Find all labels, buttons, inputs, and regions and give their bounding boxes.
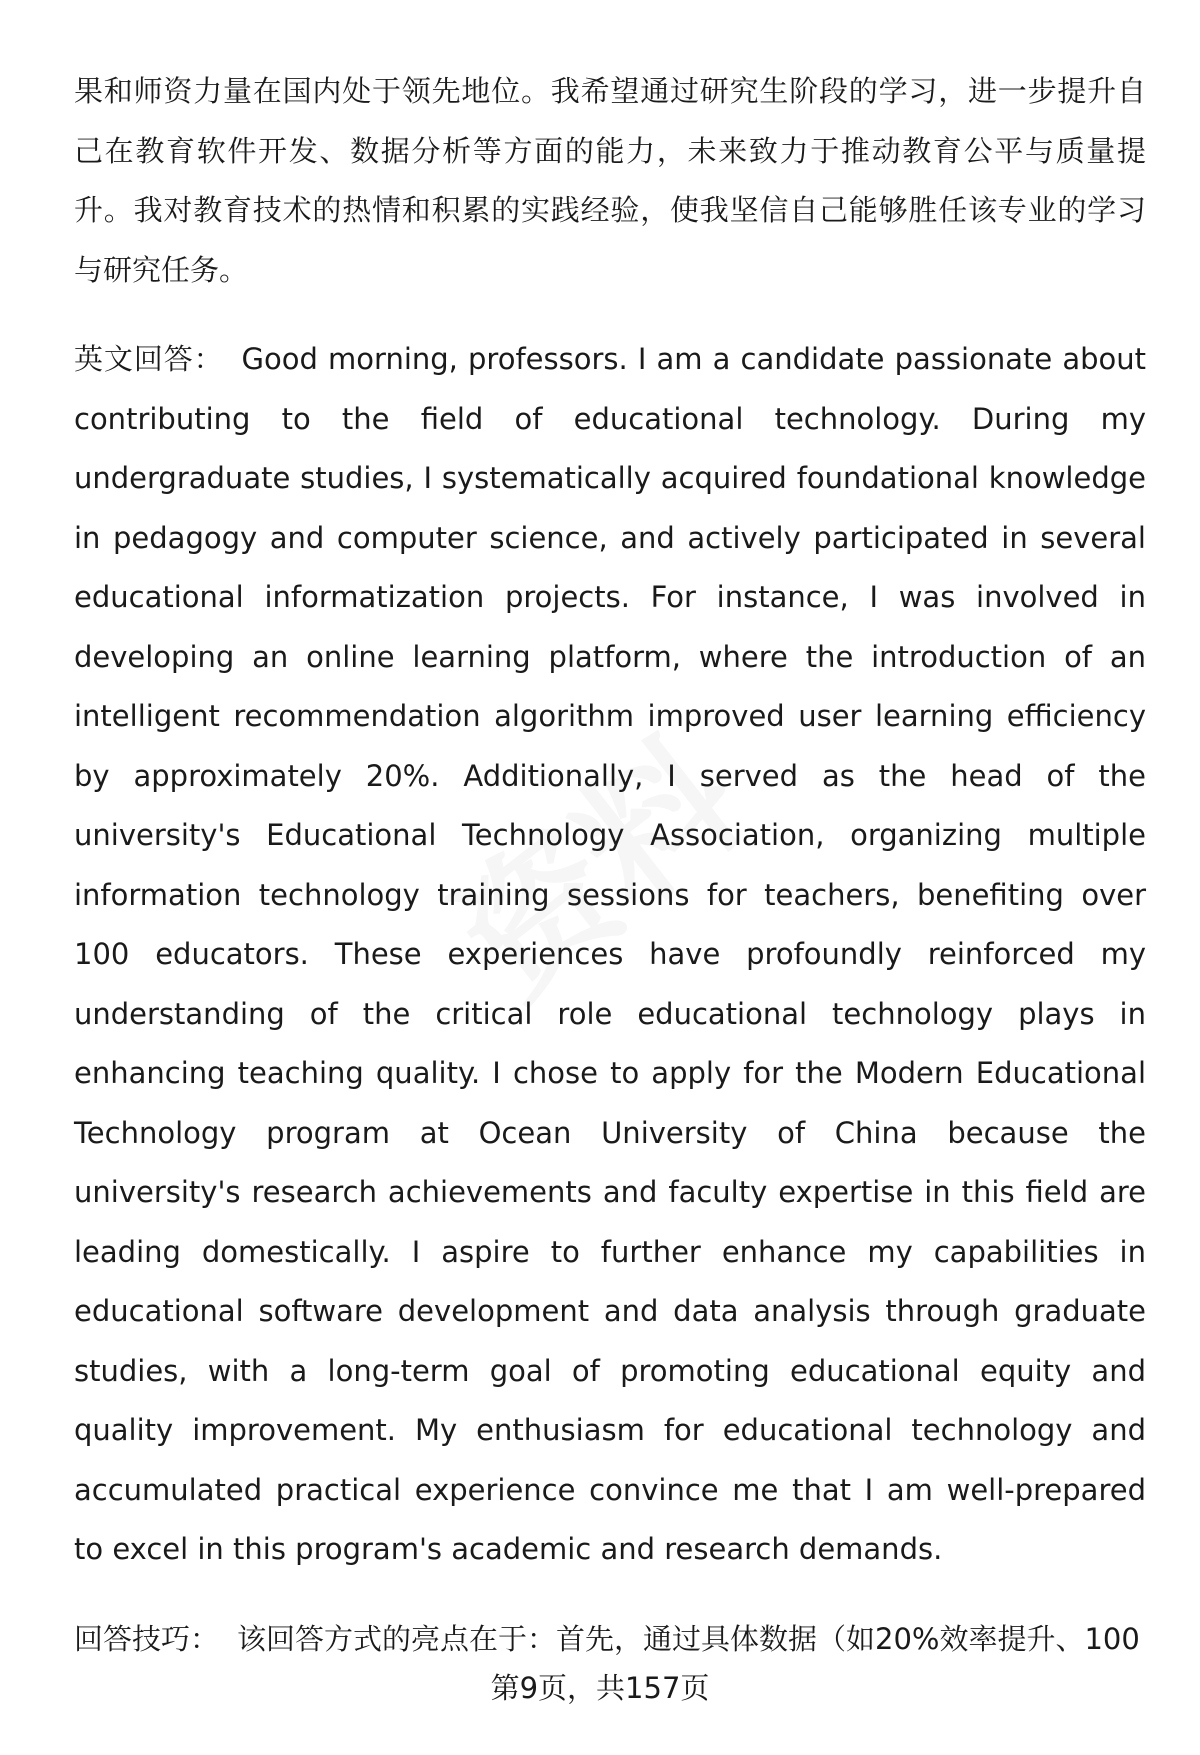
- paragraph-text: Good morning, professors. I am a candidate passionate about contributing to the field of educational technology. During my undergraduate studies, I systematically acquired foundational knowledge in pedagogy and computer science, and actively participated in several educational informatization projects. For instance, I was involved in developing an online learning platform, where the introduction of an intelligent recommendation algorithm improved user learning efficiency by approximately 20%. Additionally, I served as the head of the university's Educational Technology Association, organizing multiple information technology training sessions for teachers, benefiting over 100 educators. These experiences have profoundly reinforced my understanding of the critical role educational technology plays in enhancing teaching quality. I chose to apply for the Modern Educational Technology program at Ocean University of China because the university's research achievements and faculty expertise in this field are leading domestically. I aspire to further enhance my capabilities in educational software development and data analysis through graduate studies, with a long-term goal of promoting educational equity and quality improvement. My enthusiasm for educational technology and accumulated practical experience convince me that I am well-prepared to excel in this program's academic and research demands.: [74, 342, 1146, 1566]
- paragraph-text: 该回答方式的亮点在于：首先，通过具体数据（如20%效率提升、100: [237, 1621, 1140, 1656]
- paragraph-english-answer: [74, 330, 1146, 1580]
- paragraph-answer-tips: [74, 1610, 1146, 1670]
- paragraph-label: 回答技巧：: [74, 1621, 220, 1656]
- paragraph-label: 英文回答：: [74, 342, 224, 376]
- document-body: [74, 62, 1146, 1669]
- page-number: 第9页，共157页: [490, 1671, 710, 1705]
- paragraph-text: 果和师资力量在国内处于领先地位。我希望通过研究生阶段的学习，进一步提升自己在教育软件开发、数据分析等方面的能力，未来致力于推动教育公平与质量提升。我对教育技术的热情和积累的实践经验，使我坚信自己能够胜任该专业的学习与研究任务。: [74, 74, 1146, 287]
- paragraph-chinese-answer-continued: [74, 62, 1146, 300]
